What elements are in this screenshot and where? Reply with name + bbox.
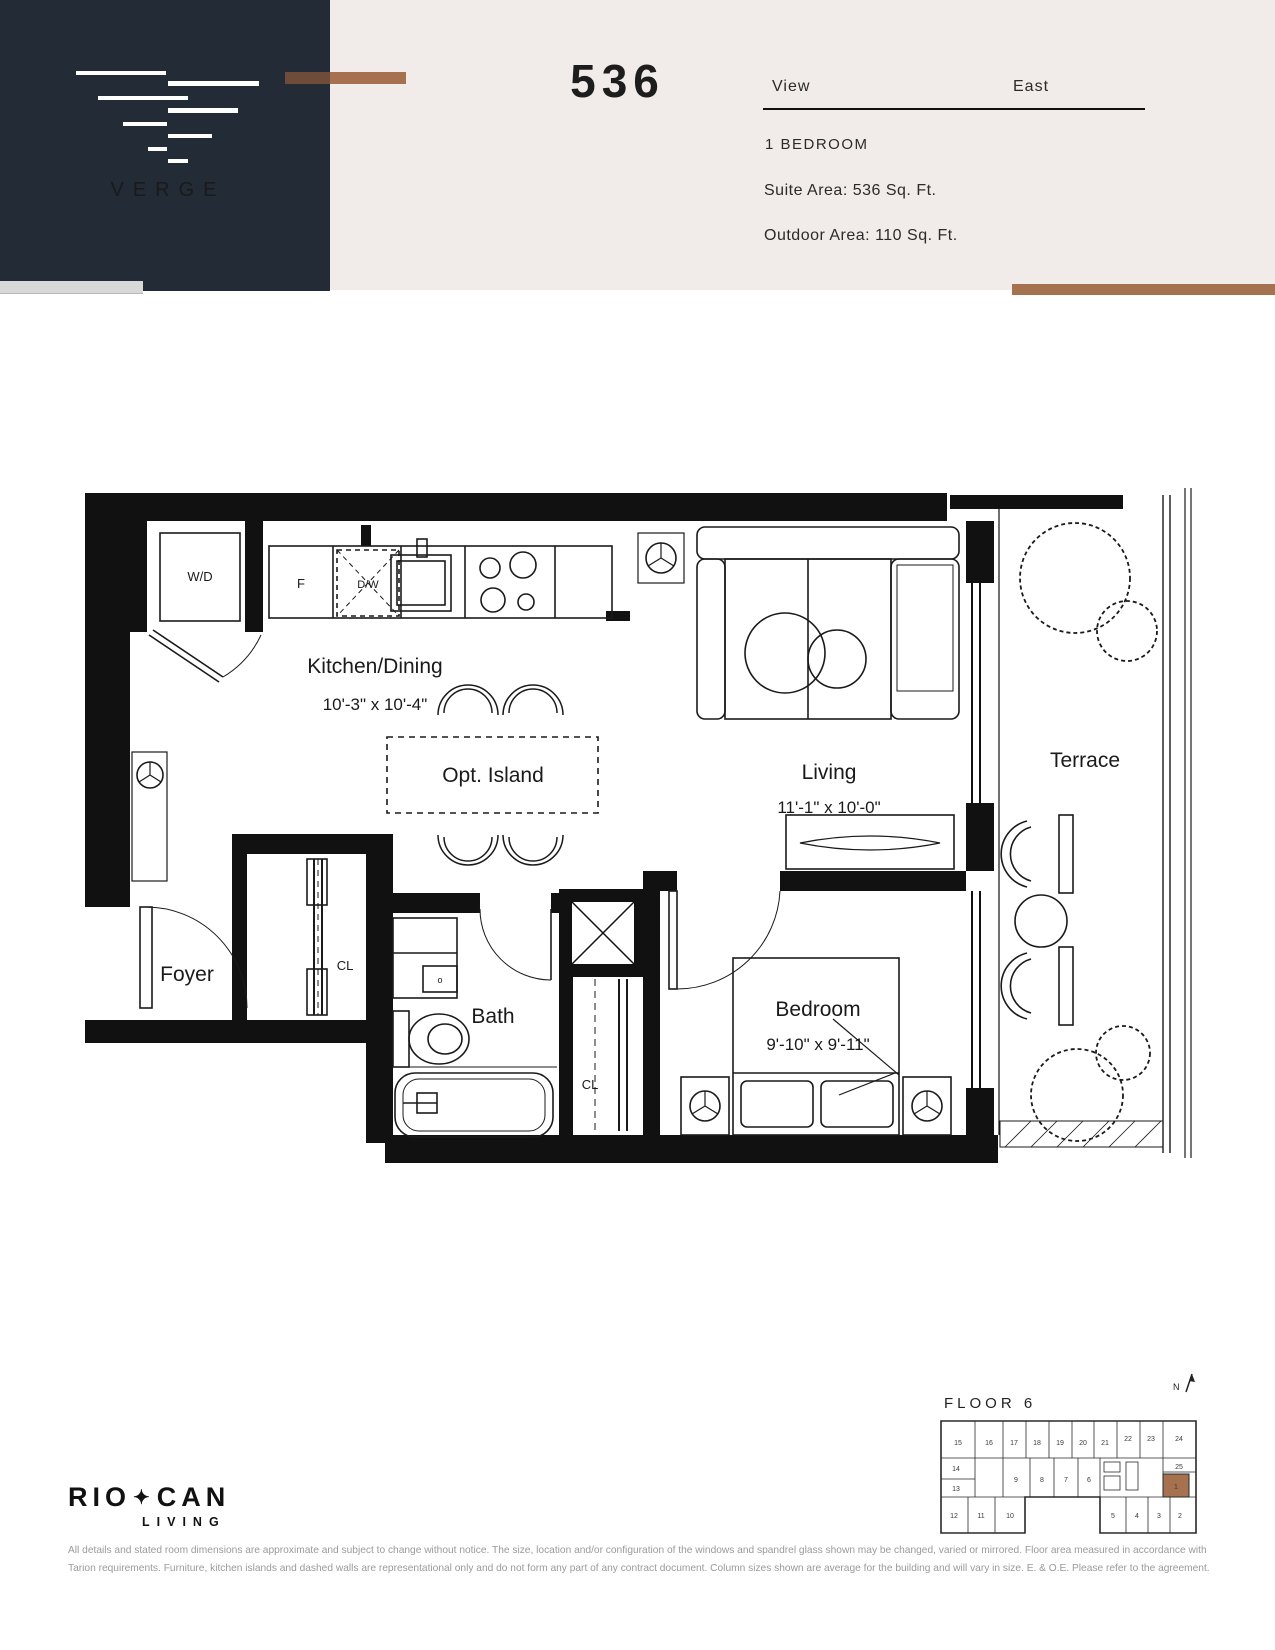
kp-unit: 24 [1175, 1436, 1183, 1443]
brand-name: VERGE [110, 179, 226, 201]
label-fridge: F [297, 576, 305, 591]
kp-unit: 20 [1079, 1440, 1087, 1447]
washer-dryer-closet [149, 533, 261, 682]
keyplan-title: FLOOR 6 [944, 1395, 1037, 1412]
patio-chair-back [1059, 815, 1073, 893]
kp-unit: 11 [977, 1513, 985, 1520]
kp-unit-highlight: 1 [1174, 1484, 1178, 1491]
tv-console [786, 815, 954, 869]
brown-accent-bar-left-dark [285, 72, 330, 84]
kp-unit: 19 [1056, 1440, 1064, 1447]
bath-door-arc [480, 909, 551, 980]
brand-logo-box [0, 0, 330, 291]
kp-unit: 21 [1101, 1440, 1109, 1447]
kp-unit: 7 [1064, 1477, 1068, 1484]
view-label: View [772, 78, 811, 95]
floor-plan [85, 463, 1195, 1163]
tree [1020, 523, 1130, 633]
label-bedroom-dims: 9'-10" x 9'-11" [766, 1035, 870, 1054]
sprinkler-kitchen [132, 752, 167, 881]
kp-unit: 4 [1135, 1513, 1139, 1520]
view-value: East [1013, 78, 1050, 95]
patio-table [1015, 895, 1067, 947]
north-arrow-icon [1186, 1374, 1195, 1392]
kp-unit: 8 [1040, 1477, 1044, 1484]
sofa [697, 527, 959, 719]
verge-logo [0, 0, 330, 291]
nightstands [681, 1077, 951, 1135]
toilet-tank [393, 1011, 409, 1067]
burner [481, 588, 505, 612]
blanket-fold [833, 1019, 899, 1095]
kp-unit: 2 [1178, 1513, 1182, 1520]
bedroom-closet [595, 979, 627, 1131]
suite-area: Suite Area: 536 Sq. Ft. [764, 182, 937, 199]
view-underline [763, 108, 1145, 110]
label-vanity-mark: o [437, 975, 443, 985]
terrace-elements [1000, 488, 1191, 1158]
tree [1096, 1026, 1150, 1080]
label-foyer: Foyer [160, 963, 214, 986]
vanity [393, 918, 457, 998]
label-dishwasher: D/W [357, 579, 379, 591]
sink [391, 555, 451, 611]
label-closet-bedroom: CL [581, 1077, 599, 1092]
suite-info [763, 60, 1147, 300]
disclaimer-line2: Tarion requirements. Furniture, kitchen islands and dashed walls are representational only and do not form any part of any contract document. Column sizes shown are average for the building and will vary in size. E. & O.E. Please refer to the agreement. [68, 1563, 1210, 1575]
label-living-dims: 11'-1" x 10'-0" [777, 798, 881, 817]
kp-unit: 5 [1111, 1513, 1115, 1520]
kp-unit: 16 [985, 1440, 993, 1447]
burner [480, 558, 500, 578]
coffee-table-small [808, 630, 866, 688]
riocan-diamond-icon: ✦ [133, 1487, 155, 1509]
verge-logo-lines [76, 71, 259, 163]
patio-chair [1001, 953, 1031, 1019]
burner [518, 594, 534, 610]
riocan-logo [68, 1482, 230, 1529]
label-island: Opt. Island [442, 764, 544, 787]
tree [1097, 601, 1157, 661]
kp-unit: 6 [1087, 1477, 1091, 1484]
patio-chair [1001, 821, 1031, 887]
riocan-logo-rio: RIO [68, 1482, 132, 1512]
label-bedroom: Bedroom [775, 998, 861, 1021]
kp-unit: 17 [1010, 1440, 1018, 1447]
label-closet-foyer: CL [336, 958, 354, 973]
kp-unit: 10 [1006, 1513, 1014, 1520]
kp-unit: 15 [954, 1440, 962, 1447]
kp-unit: 12 [950, 1513, 958, 1520]
kitchen-counter [269, 539, 612, 618]
kp-unit: 14 [952, 1466, 960, 1473]
keyplan [890, 1318, 1210, 1540]
disclaimer [68, 1542, 1210, 1579]
label-kitchen-dims: 10'-3" x 10'-4" [322, 695, 428, 714]
coffee-table [745, 613, 825, 693]
foyer-closet [307, 859, 327, 1015]
label-bath: Bath [471, 1005, 515, 1028]
kp-unit: 13 [952, 1486, 960, 1493]
shaft [571, 901, 635, 965]
bedroom-door [669, 891, 780, 989]
tv [800, 836, 940, 850]
label-washer-dryer: W/D [187, 569, 213, 584]
kp-unit: 9 [1014, 1477, 1018, 1484]
bathtub [395, 1073, 553, 1137]
riocan-logo-can: CAN [156, 1482, 231, 1512]
kp-unit: 25 [1175, 1464, 1183, 1471]
north-label: N [1173, 1382, 1180, 1392]
disclaimer-line1: All details and stated room dimensions are approximate and subject to change without notice. The size, location and/or configuration of the windows and spandrel glass shown may be changed, varied or mirrored. Floor area measured in accordance with [68, 1545, 1207, 1556]
kp-unit: 3 [1157, 1513, 1161, 1520]
riocan-logo-living: LIVING [142, 1515, 226, 1529]
sink-basin [397, 561, 445, 605]
pillow [741, 1081, 813, 1127]
unit-number: 536 [570, 55, 665, 107]
kp-unit: 22 [1124, 1436, 1132, 1443]
label-terrace: Terrace [1049, 749, 1121, 772]
entry-door [140, 907, 247, 1008]
patio-chair-back [1059, 947, 1073, 1025]
label-kitchen: Kitchen/Dining [307, 655, 443, 678]
gray-accent-strip [0, 281, 143, 294]
brown-accent-bar-left [330, 72, 406, 84]
bedroom-type: 1 BEDROOM [765, 136, 869, 153]
burner [510, 552, 536, 578]
outdoor-area: Outdoor Area: 110 Sq. Ft. [764, 227, 958, 244]
label-living: Living [801, 761, 857, 784]
kp-unit: 23 [1147, 1436, 1155, 1443]
kp-unit: 18 [1033, 1440, 1041, 1447]
sprinkler-living [638, 533, 684, 583]
toilet-bowl [409, 1014, 469, 1064]
